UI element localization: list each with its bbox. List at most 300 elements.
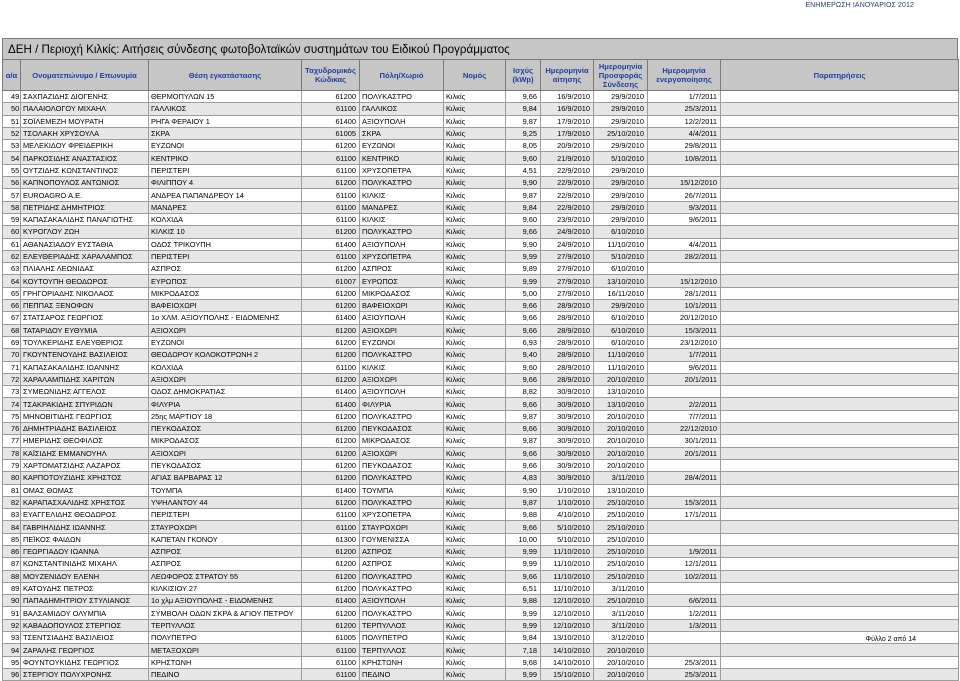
cell-aa: 78 [3,447,21,459]
cell-city: ΧΡΥΣΟΠΕΤΡΑ [360,164,444,176]
col-header-power: Ισχύς (kWp) [506,60,541,91]
cell-prefecture: Κιλκίς [444,164,506,176]
cell-offer-date: 20/10/2010 [594,435,648,447]
cell-city: ΠΕΔΙΝΟ [360,668,444,680]
cell-notes [721,582,959,594]
cell-prefecture: Κιλκίς [444,373,506,385]
cell-prefecture: Κιλκίς [444,263,506,275]
cell-location: ΤΟΥΜΠΑ [149,484,302,496]
cell-activation-date: 30/1/2011 [648,435,721,447]
cell-app-date: 5/10/2010 [541,521,594,533]
cell-prefecture: Κιλκίς [444,213,506,225]
cell-prefecture: Κιλκίς [444,484,506,496]
cell-city: ΚΙΛΚΙΣ [360,213,444,225]
cell-location: ΑΣΠΡΟΣ [149,545,302,557]
cell-owner: ΠΑΡΚΟΣΙΔΗΣ ΑΝΑΣΤΑΣΙΟΣ [21,152,149,164]
cell-zip: 61200 [302,177,360,189]
cell-location: ΜΙΚΡΟΔΑΣΟΣ [149,287,302,299]
cell-aa: 65 [3,287,21,299]
table-row [3,570,959,582]
cell-activation-date: 28/4/2011 [648,472,721,484]
cell-zip: 61200 [302,336,360,348]
cell-offer-date: 20/10/2010 [594,656,648,668]
cell-activation-date: 25/3/2011 [648,668,721,680]
cell-city: ΤΕΡΠΥΛΛΟΣ [360,619,444,631]
cell-power: 9,66 [506,459,541,471]
cell-owner: ΟΥΤΖΙΔΗΣ ΚΩΝΣΤΑΝΤΙΝΟΣ [21,164,149,176]
cell-power: 9,88 [506,595,541,607]
cell-power: 9,66 [506,521,541,533]
cell-activation-date: 15/12/2010 [648,177,721,189]
cell-zip: 61200 [302,582,360,594]
cell-owner: ΕΥΑΓΓΕΛΙΔΗΣ ΘΕΟΔΩΡΟΣ [21,509,149,521]
cell-aa: 83 [3,509,21,521]
cell-notes [721,570,959,582]
cell-location: ΜΕΤΑΞΟΧΩΡΙ [149,644,302,656]
cell-location: ΤΕΡΠΥΛΛΟΣ [149,619,302,631]
cell-notes [721,164,959,176]
cell-city: ΠΟΛΥΚΑΣΤΡΟ [360,472,444,484]
cell-owner: ΜΕΛΕΚΙΔΟΥ ΦΡΕΙΔΕΡΙΚΗ [21,140,149,152]
cell-app-date: 22/9/2010 [541,201,594,213]
cell-notes [721,447,959,459]
cell-location: ΓΑΛΛΙΚΟΣ [149,103,302,115]
cell-power: 9,25 [506,127,541,139]
cell-offer-date: 11/10/2010 [594,349,648,361]
table-row [3,275,959,287]
cell-zip: 61100 [302,644,360,656]
cell-owner: ΓΚΟΥΝΤΕΝΟΥΔΗΣ ΒΑΣΙΛΕΙΟΣ [21,349,149,361]
table-row [3,496,959,508]
cell-activation-date: 1/7/2011 [648,91,721,103]
cell-aa: 84 [3,521,21,533]
cell-power: 9,87 [506,496,541,508]
cell-location: ΚΙΛΚΙΣΙΟΥ 27 [149,582,302,594]
cell-aa: 72 [3,373,21,385]
cell-owner: ΚΥΡΟΓΛΟΥ ΖΩΗ [21,226,149,238]
cell-offer-date: 6/10/2010 [594,226,648,238]
table-row [3,459,959,471]
cell-owner: ΚΑΤΟΥΔΗΣ ΠΕΤΡΟΣ [21,582,149,594]
table-row [3,509,959,521]
cell-app-date: 21/9/2010 [541,152,594,164]
cell-offer-date: 16/11/2010 [594,287,648,299]
cell-city: ΓΑΛΛΙΚΟΣ [360,103,444,115]
cell-zip: 61100 [302,189,360,201]
cell-city: ΣΚΡΑ [360,127,444,139]
cell-zip: 61200 [302,410,360,422]
cell-app-date: 28/9/2010 [541,373,594,385]
table-row [3,250,959,262]
cell-power: 9,84 [506,201,541,213]
cell-notes [721,152,959,164]
cell-power: 9,60 [506,152,541,164]
cell-prefecture: Κιλκίς [444,312,506,324]
cell-power: 6,51 [506,582,541,594]
cell-power: 9,66 [506,447,541,459]
cell-activation-date [648,484,721,496]
cell-zip: 61100 [302,152,360,164]
cell-prefecture: Κιλκίς [444,287,506,299]
col-header-app-date: Ημερομηνία αίτησης [541,60,594,91]
cell-zip: 61200 [302,558,360,570]
cell-notes [721,656,959,668]
cell-offer-date: 6/10/2010 [594,324,648,336]
table-row [3,545,959,557]
cell-city: ΚΡΗΣΤΩΝΗ [360,656,444,668]
cell-location: ΑΝΔΡΕΑ ΠΑΠΑΝΔΡΕΟΥ 14 [149,189,302,201]
cell-power: 9,99 [506,275,541,287]
table-row [3,484,959,496]
cell-app-date: 27/9/2010 [541,263,594,275]
cell-owner: ΒΑΛΣΑΜΙΔΟΥ ΟΛΥΜΠΙΑ [21,607,149,619]
cell-prefecture: Κιλκίς [444,656,506,668]
col-header-notes: Παρατηρήσεις [721,60,959,91]
table-row [3,349,959,361]
cell-owner: ΓΡΗΓΟΡΙΑΔΗΣ ΝΙΚΟΛΑΟΣ [21,287,149,299]
cell-city: ΠΟΛΥΚΑΣΤΡΟ [360,496,444,508]
cell-aa: 92 [3,619,21,631]
cell-offer-date: 3/12/2010 [594,632,648,644]
cell-power: 9,87 [506,410,541,422]
col-header-activation-date: Ημερομηνία ενεργοποίησης [648,60,721,91]
table-row [3,607,959,619]
cell-activation-date: 12/1/2011 [648,558,721,570]
cell-location: ΘΕΟΔΩΡΟΥ ΚΟΛΟΚΟΤΡΩΝΗ 2 [149,349,302,361]
cell-power: 6,93 [506,336,541,348]
cell-notes [721,263,959,275]
cell-city: ΑΞΙΟΥΠΟΛΗ [360,238,444,250]
table-row [3,287,959,299]
table-row [3,423,959,435]
cell-app-date: 12/10/2010 [541,619,594,631]
cell-activation-date: 4/4/2011 [648,238,721,250]
cell-owner: ΠΕΤΡΙΔΗΣ ΔΗΜΗΤΡΙΟΣ [21,201,149,213]
cell-zip: 61200 [302,263,360,275]
cell-app-date: 27/9/2010 [541,287,594,299]
cell-zip: 61200 [302,349,360,361]
cell-app-date: 30/9/2010 [541,398,594,410]
cell-location: 1ο ΧΛΜ. ΑΞΙΟΥΠΟΛΗΣ - ΕΙΔΟΜΕΝΗΣ [149,312,302,324]
cell-app-date: 11/10/2010 [541,582,594,594]
cell-app-date: 30/9/2010 [541,435,594,447]
cell-app-date: 4/10/2010 [541,509,594,521]
cell-aa: 87 [3,558,21,570]
cell-notes [721,423,959,435]
cell-offer-date: 29/9/2010 [594,201,648,213]
cell-aa: 55 [3,164,21,176]
cell-zip: 61100 [302,164,360,176]
cell-activation-date: 4/4/2011 [648,127,721,139]
cell-zip: 61200 [302,545,360,557]
cell-power: 9,66 [506,423,541,435]
cell-prefecture: Κιλκίς [444,607,506,619]
cell-owner: ΤΣΟΛΑΚΗ ΧΡΥΣΟΥΛΑ [21,127,149,139]
cell-power: 9,90 [506,177,541,189]
cell-activation-date: 9/6/2011 [648,213,721,225]
cell-location: ΛΕΩΦΟΡΟΣ ΣΤΡΑΤΟΥ 55 [149,570,302,582]
cell-aa: 50 [3,103,21,115]
cell-offer-date: 3/11/2010 [594,472,648,484]
cell-notes [721,189,959,201]
cell-owner: ΚΑΪΣΙΔΗΣ ΕΜΜΑΝΟΥΗΛ [21,447,149,459]
table-row [3,312,959,324]
cell-zip: 61200 [302,570,360,582]
cell-app-date: 11/10/2010 [541,558,594,570]
cell-app-date: 28/9/2010 [541,349,594,361]
cell-notes [721,373,959,385]
cell-prefecture: Κιλκίς [444,361,506,373]
cell-app-date: 28/9/2010 [541,361,594,373]
cell-city: ΠΟΛΥΚΑΣΤΡΟ [360,226,444,238]
cell-offer-date: 25/10/2010 [594,533,648,545]
cell-aa: 85 [3,533,21,545]
cell-city: ΑΣΠΡΟΣ [360,263,444,275]
cell-aa: 68 [3,324,21,336]
table-row [3,91,959,103]
cell-location: ΠΕΡΙΣΤΕΡΙ [149,250,302,262]
cell-notes [721,349,959,361]
cell-notes [721,668,959,680]
cell-location: ΚΟΛΧΙΔΑ [149,213,302,225]
cell-offer-date: 29/9/2010 [594,300,648,312]
cell-notes [721,213,959,225]
cell-activation-date: 15/3/2011 [648,324,721,336]
cell-notes [721,509,959,521]
cell-city: ΜΙΚΡΟΔΑΣΟΣ [360,435,444,447]
cell-notes [721,103,959,115]
cell-zip: 61300 [302,533,360,545]
cell-app-date: 24/9/2010 [541,238,594,250]
cell-city: ΑΞΙΟΥΠΟΛΗ [360,386,444,398]
cell-zip: 61100 [302,521,360,533]
cell-prefecture: Κιλκίς [444,496,506,508]
cell-aa: 86 [3,545,21,557]
cell-owner: ΤΣΑΚΡΑΚΙΔΗΣ ΣΠΥΡΙΔΩΝ [21,398,149,410]
cell-city: ΑΞΙΟΧΩΡΙ [360,447,444,459]
cell-city: ΠΟΛΥΚΑΣΤΡΟ [360,349,444,361]
cell-zip: 61200 [302,287,360,299]
cell-notes [721,386,959,398]
cell-city: ΚΙΛΚΙΣ [360,189,444,201]
cell-notes [721,595,959,607]
cell-aa: 76 [3,423,21,435]
cell-aa: 95 [3,656,21,668]
cell-activation-date: 1/2/2011 [648,607,721,619]
cell-offer-date: 29/9/2010 [594,91,648,103]
cell-power: 8,82 [506,386,541,398]
cell-notes [721,238,959,250]
cell-zip: 61200 [302,324,360,336]
cell-app-date: 13/10/2010 [541,632,594,644]
cell-offer-date: 29/9/2010 [594,140,648,152]
col-header-aa: α/α [3,60,21,91]
cell-app-date: 14/10/2010 [541,656,594,668]
cell-offer-date: 13/10/2010 [594,484,648,496]
table-row [3,201,959,213]
cell-location: ΦΙΛΥΡΙΑ [149,398,302,410]
cell-power: 5,00 [506,287,541,299]
cell-owner: ΠΕΠΠΑΣ ΞΕΝΟΦΩΝ [21,300,149,312]
cell-prefecture: Κιλκίς [444,447,506,459]
col-header-zip: Ταχυδρομικός Κώδικας [302,60,360,91]
cell-location: ΟΔΟΣ ΔΗΜΟΚΡΑΤΙΑΣ [149,386,302,398]
cell-prefecture: Κιλκίς [444,410,506,422]
cell-location: ΑΞΙΟΧΩΡΙ [149,373,302,385]
cell-owner: ΠΛΙΑΛΗΣ ΛΕΩΝΙΔΑΣ [21,263,149,275]
cell-activation-date [648,226,721,238]
cell-app-date: 16/9/2010 [541,103,594,115]
cell-owner: ΧΑΡΤΟΜΑΤΣΙΔΗΣ ΛΑΖΑΡΟΣ [21,459,149,471]
cell-city: ΑΣΠΡΟΣ [360,558,444,570]
cell-zip: 61400 [302,386,360,398]
cell-prefecture: Κιλκίς [444,103,506,115]
cell-city: ΠΟΛΥΚΑΣΤΡΟ [360,570,444,582]
cell-owner: ΗΜΕΡΙΔΗΣ ΘΕΟΦΙΛΟΣ [21,435,149,447]
cell-app-date: 16/9/2010 [541,91,594,103]
cell-owner: ΠΑΠΑΔΗΜΗΤΡΙΟΥ ΣΤΥΛΙΑΝΟΣ [21,595,149,607]
cell-activation-date: 29/8/2011 [648,140,721,152]
cell-activation-date: 10/8/2011 [648,152,721,164]
cell-offer-date: 6/10/2010 [594,263,648,275]
cell-activation-date: 20/1/2011 [648,447,721,459]
cell-power: 9,66 [506,373,541,385]
cell-prefecture: Κιλκίς [444,177,506,189]
cell-activation-date: 2/2/2011 [648,398,721,410]
cell-power: 9,66 [506,312,541,324]
cell-owner: ΑΘΑΝΑΣΙΑΔΟΥ ΕΥΣΤΑΘΙΑ [21,238,149,250]
col-header-city: Πόλη/Χωριό [360,60,444,91]
cell-aa: 63 [3,263,21,275]
cell-zip: 61400 [302,238,360,250]
cell-owner: ΤΟΥΛΚΕΡΙΔΗΣ ΕΛΕΥΘΕΡΙΟΣ [21,336,149,348]
cell-aa: 80 [3,472,21,484]
cell-activation-date: 7/7/2011 [648,410,721,422]
cell-offer-date: 29/9/2010 [594,213,648,225]
cell-activation-date [648,164,721,176]
cell-notes [721,410,959,422]
cell-zip: 61200 [302,140,360,152]
table-row [3,152,959,164]
cell-location: ΠΟΛΥΠΕΤΡΟ [149,632,302,644]
cell-app-date: 23/9/2010 [541,213,594,225]
cell-offer-date: 29/9/2010 [594,177,648,189]
cell-power: 9,84 [506,632,541,644]
cell-notes [721,201,959,213]
cell-owner: ΚΑΠΑΣΑΚΑΛΙΔΗΣ ΙΩΑΝΝΗΣ [21,361,149,373]
cell-prefecture: Κιλκίς [444,632,506,644]
cell-aa: 75 [3,410,21,422]
cell-prefecture: Κιλκίς [444,668,506,680]
cell-zip: 61400 [302,312,360,324]
cell-offer-date: 6/10/2010 [594,336,648,348]
cell-zip: 61400 [302,115,360,127]
cell-power: 9,90 [506,484,541,496]
cell-offer-date: 29/9/2010 [594,115,648,127]
cell-prefecture: Κιλκίς [444,127,506,139]
cell-aa: 60 [3,226,21,238]
sheet-title: ΔΕΗ / Περιοχή Κιλκίς: Αιτήσεις σύνδεσης φωτοβολταϊκών συστημάτων του Ειδικού Προγράμματος [8,42,510,56]
table-row [3,521,959,533]
cell-zip: 61005 [302,632,360,644]
cell-power: 9,84 [506,103,541,115]
cell-app-date: 28/9/2010 [541,324,594,336]
cell-zip: 61200 [302,91,360,103]
table-row [3,582,959,594]
cell-offer-date: 20/10/2010 [594,447,648,459]
cell-notes [721,545,959,557]
cell-activation-date: 23/12/2010 [648,336,721,348]
cell-zip: 61100 [302,361,360,373]
cell-notes [721,226,959,238]
spreadsheet [2,38,958,681]
cell-activation-date [648,459,721,471]
cell-power: 9,87 [506,189,541,201]
cell-city: ΓΟΥΜΕΝΙΣΣΑ [360,533,444,545]
cell-prefecture: Κιλκίς [444,595,506,607]
cell-app-date: 30/9/2010 [541,447,594,459]
cell-aa: 88 [3,570,21,582]
cell-prefecture: Κιλκίς [444,386,506,398]
table-row [3,595,959,607]
cell-power: 4,51 [506,164,541,176]
cell-location: ΑΣΠΡΟΣ [149,263,302,275]
cell-offer-date: 20/10/2010 [594,410,648,422]
cell-owner: ΖΑΡΑΛΗΣ ΓΕΩΡΓΙΟΣ [21,644,149,656]
cell-aa: 57 [3,189,21,201]
cell-power: 9,66 [506,324,541,336]
cell-city: ΤΕΡΠΥΛΛΟΣ [360,644,444,656]
cell-offer-date: 20/10/2010 [594,373,648,385]
cell-app-date: 30/9/2010 [541,472,594,484]
cell-location: ΠΕΥΚΟΔΑΣΟΣ [149,423,302,435]
cell-location: ΚΡΗΣΤΩΝΗ [149,656,302,668]
cell-notes [721,496,959,508]
cell-location: ΥΨΗΛΑΝΤΟΥ 44 [149,496,302,508]
table-row [3,373,959,385]
cell-location: ΕΥΖΩΝΟΙ [149,336,302,348]
cell-app-date: 24/9/2010 [541,226,594,238]
cell-offer-date: 29/9/2010 [594,103,648,115]
cell-city: ΦΙΛΥΡΙΑ [360,398,444,410]
cell-activation-date: 9/6/2011 [648,361,721,373]
cell-city: ΣΤΑΥΡΟΧΩΡΙ [360,521,444,533]
table-row [3,164,959,176]
cell-location: ΜΙΚΡΟΔΑΣΟΣ [149,435,302,447]
cell-offer-date: 5/10/2010 [594,152,648,164]
cell-location: ΒΑΦΕΙΟΧΩΡΙ [149,300,302,312]
table-row [3,472,959,484]
table-row [3,213,959,225]
cell-zip: 61200 [302,300,360,312]
cell-city: ΕΥΖΩΝΟΙ [360,336,444,348]
cell-offer-date: 6/10/2010 [594,312,648,324]
cell-power: 9,99 [506,545,541,557]
cell-zip: 61200 [302,373,360,385]
cell-aa: 67 [3,312,21,324]
cell-prefecture: Κιλκίς [444,459,506,471]
cell-notes [721,324,959,336]
cell-aa: 62 [3,250,21,262]
cell-activation-date: 10/2/2011 [648,570,721,582]
cell-city: ΠΟΛΥΚΑΣΤΡΟ [360,582,444,594]
cell-location: ΠΕΥΚΟΔΑΣΟΣ [149,459,302,471]
cell-activation-date: 6/6/2011 [648,595,721,607]
cell-power: 8,05 [506,140,541,152]
cell-app-date: 17/9/2010 [541,127,594,139]
cell-owner: ΚΑΒΑΔΟΠΟΥΛΟΣ ΣΤΕΡΓΙΟΣ [21,619,149,631]
table-row [3,226,959,238]
